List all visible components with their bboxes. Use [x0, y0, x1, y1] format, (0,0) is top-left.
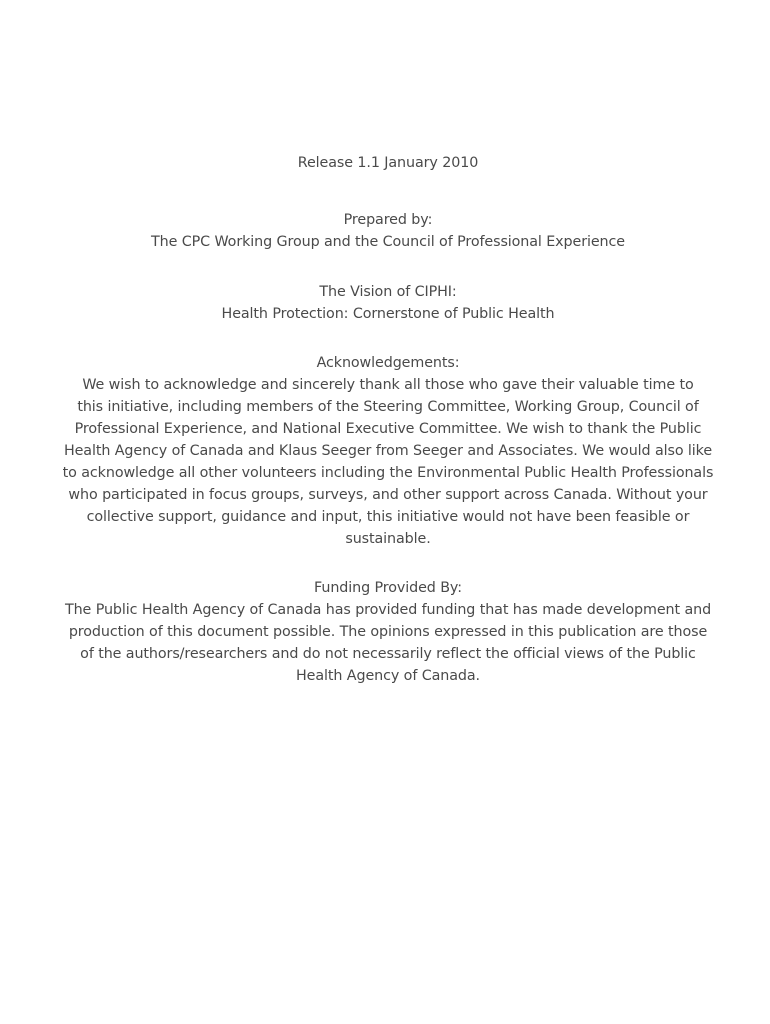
prepared-by-heading: Prepared by: [343, 212, 433, 228]
funding-line: Health Agency of Canada. [296, 668, 480, 684]
acknowledgements-line: sustainable. [345, 531, 431, 547]
acknowledgements-section [60, 352, 716, 550]
funding-line: of the authors/researchers and do not necessarily reflect the official views of the Public [80, 646, 696, 662]
acknowledgements-heading: Acknowledgements: [316, 355, 460, 371]
prepared-by-text: The CPC Working Group and the Council of Professional Experience [151, 234, 625, 250]
acknowledgements-line: We wish to acknowledge and sincerely thank all those who gave their valuable time to [82, 377, 694, 393]
acknowledgements-line: this initiative, including members of the Steering Committee, Working Group, Council of [77, 399, 699, 415]
release-line: Release 1.1 January 2010 [297, 155, 479, 171]
vision-heading: The Vision of CIPHI: [319, 284, 457, 300]
prepared-by-section [60, 209, 716, 253]
acknowledgements-line: to acknowledge all other volunteers including the Environmental Public Health Professionals [62, 465, 714, 481]
document-page [60, 152, 716, 715]
acknowledgements-line: Professional Experience, and National Executive Committee. We wish to thank the Public [74, 421, 702, 437]
funding-line: The Public Health Agency of Canada has provided funding that has made development and [64, 602, 712, 618]
funding-section [60, 577, 716, 687]
acknowledgements-line: Health Agency of Canada and Klaus Seeger from Seeger and Associates. We would also like [63, 443, 713, 459]
acknowledgements-line: collective support, guidance and input, this initiative would not have been feasible or [86, 509, 690, 525]
vision-section [60, 281, 716, 325]
acknowledgements-line: who participated in focus groups, surveys, and other support across Canada. Without your [68, 487, 708, 503]
vision-text: Health Protection: Cornerstone of Public Health [221, 306, 555, 322]
funding-line: production of this document possible. The opinions expressed in this publication are those [68, 624, 708, 640]
funding-heading: Funding Provided By: [314, 580, 462, 596]
